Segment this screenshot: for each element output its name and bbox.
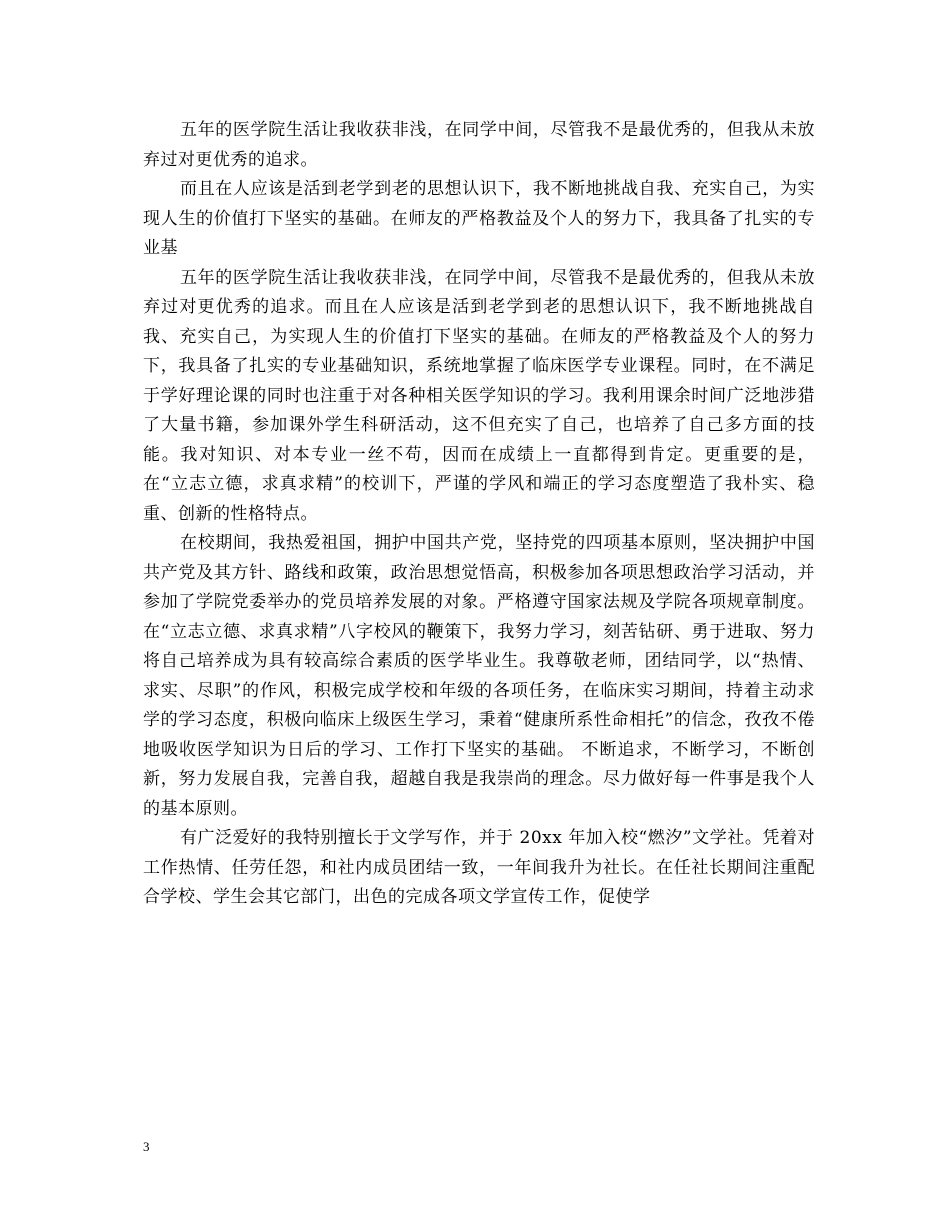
paragraph-5: 有广泛爱好的我特别擅长于文学写作，并于 20xx 年加入校“燃汐”文学社。凭着对工作热情、任劳任怨，和社内成员团结一致，一年间我升为社长。在任社长期间注重配合学校、学生会其它部门，出色的完成各项文学宣传工作，促使学 <box>143 828 815 907</box>
document-body <box>143 116 815 913</box>
paragraph-2: 而且在人应该是活到老学到老的思想认识下，我不断地挑战自我、充实自己，为实现人生的价值打下坚实的基础。在师友的严格教益及个人的努力下，我具备了扎实的专业基 <box>143 179 815 258</box>
paragraph-4: 在校期间，我热爱祖国，拥护中国共产党，坚持党的四项基本原则，坚决拥护中国共产党及其方针、路线和政策，政治思想觉悟高，积极参加各项思想政治学习活动，并参加了学院党委举办的党员培养发展的对象。严格遵守国家法规及学院各项规章制度。在“立志立德、求真求精”八字校风的鞭策下，我努力学习，刻苦钻研、勇于进取、努力将自己培养成为具有较高综合素质的医学毕业生。我尊敬老师，团结同学，以“热情、求实、尽职”的作风，积极完成学校和年级的各项任务，在临床实习期间，持着主动求学的学习态度，积极向临床上级医生学习，秉着“健康所系性命相托”的信念，孜孜不倦地吸收医学知识为日后的学习、工作打下坚实的基础。 不断追求，不断学习，不断创新，努力发展自我，完善自我，超越自我是我崇尚的理念。尽力做好每一件事是我个人的基本原则。 <box>143 533 815 819</box>
paragraph-3: 五年的医学院生活让我收获非浅，在同学中间，尽管我不是最优秀的，但我从未放弃过对更优秀的追求。而且在人应该是活到老学到老的思想认识下，我不断地挑战自我、充实自己，为实现人生的价值打下坚实的基础。在师友的严格教益及个人的努力下，我具备了扎实的专业基础知识，系统地掌握了临床医学专业课程。同时，在不满足于学好理论课的同时也注重于对各种相关医学知识的学习。我利用课余时间广泛地涉猎了大量书籍，参加课外学生科研活动，这不但充实了自己，也培养了自己多方面的技能。我对知识、对本专业一丝不苟，因而在成绩上一直都得到肯定。更重要的是，在“立志立德，求真求精”的校训下，严谨的学风和端正的学习态度塑造了我朴实、稳重、创新的性格特点。 <box>143 267 815 524</box>
paragraph-1: 五年的医学院生活让我收获非浅，在同学中间，尽管我不是最优秀的，但我从未放弃过对更优秀的追求。 <box>143 120 815 170</box>
page-number: 3 <box>143 1139 150 1154</box>
